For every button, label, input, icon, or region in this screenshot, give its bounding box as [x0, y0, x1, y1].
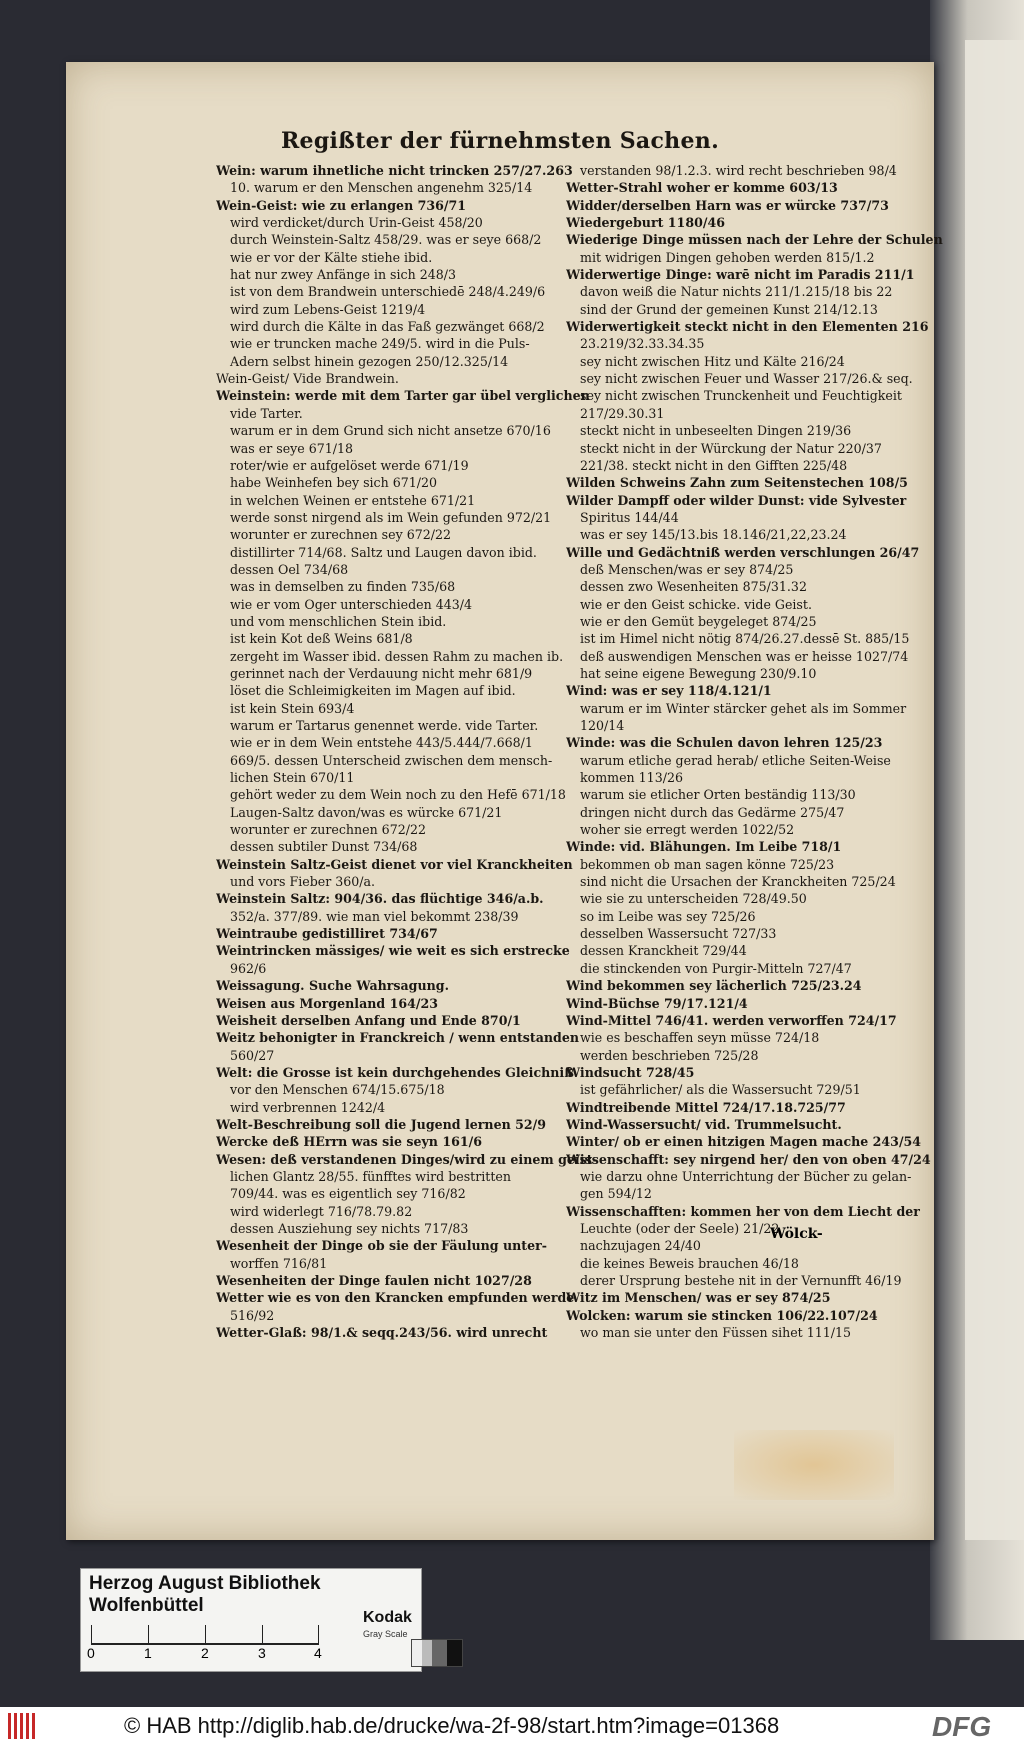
index-entry: steckt nicht in unbeseelten Dingen 219/36: [580, 423, 852, 439]
index-entry: lichen Stein 670/11: [230, 770, 355, 786]
index-entry: sey nicht zwischen Trunckenheit und Feuchtigkeit: [580, 388, 902, 404]
index-entry: werden beschrieben 725/28: [580, 1047, 759, 1063]
gray-scale-chip: [411, 1639, 463, 1667]
index-entry: sind nicht die Ursachen der Kranckheiten 725/24: [580, 874, 896, 890]
index-entry: Adern selbst hinein gezogen 250/12.325/14: [230, 353, 509, 369]
index-entry: warum er Tartarus genennet werde. vide Tarter.: [230, 718, 539, 733]
index-entry: wird zum Lebens-Geist 1219/4: [230, 301, 426, 317]
index-entry: habe Weinhefen bey sich 671/20: [230, 475, 438, 491]
index-entry: ist kein Stein 693/4: [230, 700, 355, 716]
index-entry: 669/5. dessen Unterscheid zwischen dem mensch-: [230, 752, 553, 768]
index-entry: Wind-Büchse 79/17.121/4: [566, 995, 748, 1011]
page-header: Regißter der fürnehmsten Sachen.: [280, 128, 720, 154]
ruler-number: 4: [314, 1645, 322, 1661]
index-entry: deß auswendigen Menschen was er heisse 1027/74: [580, 648, 909, 664]
index-entry: Widerwertige Dinge: warē nicht im Paradis 211/1: [566, 267, 915, 283]
index-entry: gen 594/12: [580, 1186, 652, 1202]
index-entry: roter/wie er aufgelöset werde 671/19: [230, 457, 469, 473]
index-entry: Weinstein Saltz: 904/36. das flüchtige 346/a.b.: [216, 891, 544, 907]
index-entry: wie er den Geist schicke. vide Geist.: [580, 596, 812, 612]
index-entry: warum sie etlicher Orten beständig 113/30: [580, 787, 856, 803]
index-entry: sey nicht zwischen Feuer und Wasser 217/26.& seq.: [580, 371, 913, 387]
index-entry: Wilden Schweins Zahn zum Seitenstechen 108/5: [566, 475, 908, 491]
index-entry: Winde: vid. Blähungen. Im Leibe 718/1: [566, 839, 842, 855]
index-entry: 709/44. was es eigentlich sey 716/82: [230, 1186, 466, 1202]
index-entry: durch Weinstein-Saltz 458/29. was er seye 668/2: [230, 232, 542, 248]
ruler-number: 1: [144, 1645, 152, 1661]
index-entry: lichen Glantz 28/55. fünfftes wird bestritten: [230, 1168, 511, 1184]
library-name: Herzog August Bibliothek Wolfenbüttel: [89, 1573, 321, 1616]
index-entry: Weinstein Saltz-Geist dienet vor viel Kranckheiten: [216, 856, 573, 872]
index-entry: verstanden 98/1.2.3. wird recht beschrieben 98/4: [580, 163, 897, 178]
index-entry: Weisheit derselben Anfang und Ende 870/1: [216, 1012, 521, 1028]
index-entry: steckt nicht in der Würckung der Natur 220/37: [580, 440, 882, 456]
index-entry: Witz im Menschen/ was er sey 874/25: [566, 1290, 831, 1306]
index-entry: hat seine eigene Bewegung 230/9.10: [580, 665, 817, 681]
index-entry: dessen Ausziehung sey nichts 717/83: [230, 1220, 469, 1236]
index-entry: worunter er zurechnen sey 672/22: [230, 527, 452, 543]
index-entry: 120/14: [580, 718, 625, 733]
grayscale-label: Gray Scale: [363, 1629, 408, 1639]
index-entry: Laugen-Saltz davon/was es würcke 671/21: [230, 804, 503, 820]
index-column-left: [216, 162, 616, 1341]
index-entry: Wesenheiten der Dinge faulen nicht 1027/28: [216, 1273, 532, 1288]
adjacent-page: [965, 40, 1024, 1540]
index-entry: wie er vom Oger unterschieden 443/4: [230, 596, 473, 612]
index-entry: 10. warum er den Menschen angenehm 325/14: [230, 180, 533, 196]
index-entry: Weinstein: werde mit dem Tarter gar übel verglichen: [216, 388, 590, 404]
index-entry: wird verdicket/durch Urin-Geist 458/20: [230, 215, 483, 231]
index-entry: mit widrigen Dingen gehoben werden 815/1.2: [580, 249, 875, 265]
ruler-number: 0: [87, 1645, 95, 1661]
index-entry: warum er im Winter stärcker gehet als im Sommer: [580, 700, 907, 716]
index-entry: löset die Schleimigkeiten im Magen auf ibid.: [230, 683, 516, 699]
index-entry: werde sonst nirgend als im Wein gefunden 972/21: [230, 509, 552, 525]
index-entry: ist im Himel nicht nötig 874/26.27.dessē St. 885/15: [580, 631, 910, 647]
index-entry: sind der Grund der gemeinen Kunst 214/12.13: [580, 301, 878, 317]
index-entry: Wind: was er sey 118/4.121/1: [566, 683, 772, 699]
index-entry: wird widerlegt 716/78.79.82: [230, 1203, 413, 1219]
index-entry: Wissenschafften: kommen her von dem Liecht der: [566, 1203, 920, 1219]
index-entry: Wein-Geist/ Vide Brandwein.: [216, 371, 399, 387]
index-entry: worffen 716/81: [230, 1255, 328, 1271]
index-entry: dessen Kranckheit 729/44: [580, 943, 747, 959]
index-entry: Wissenschafft: sey nirgend her/ den von oben 47/24: [566, 1151, 931, 1167]
index-entry: Weissagung. Suche Wahrsagung.: [216, 978, 449, 994]
index-entry: ist kein Kot deß Weins 681/8: [230, 631, 413, 647]
index-entry: was er sey 145/13.bis 18.146/21,22,23.24: [580, 527, 847, 543]
index-entry: derer Ursprung bestehe nit in der Vernunfft 46/19: [580, 1273, 902, 1288]
index-entry: Windtreibende Mittel 724/17.18.725/77: [566, 1099, 846, 1115]
index-entry: warum etliche gerad herab/ etliche Seiten-Weise: [580, 752, 891, 768]
index-entry: davon weiß die Natur nichts 211/1.215/18 bis 22: [580, 284, 893, 300]
index-entry: Spiritus 144/44: [580, 509, 679, 525]
index-entry: wie sie zu unterscheiden 728/49.50: [580, 891, 807, 907]
paper-stain: [734, 1430, 894, 1500]
index-entry: ist gefährlicher/ als die Wassersucht 729/51: [580, 1082, 861, 1098]
index-entry: Widder/derselben Harn was er würcke 737/73: [566, 197, 889, 213]
index-entry: wie er in dem Wein entstehe 443/5.444/7.668/1: [230, 735, 533, 751]
index-entry: Wetter-Glaß: 98/1.& seqq.243/56. wird unrecht: [216, 1325, 548, 1341]
index-entry: Welt: die Grosse ist kein durchgehendes Gleichniß: [216, 1064, 574, 1080]
index-entry: Wille und Gedächtniß werden verschlungen 26/47: [566, 544, 920, 560]
index-entry: wird verbrennen 1242/4: [230, 1099, 386, 1115]
catchword: Wölck-: [770, 1226, 823, 1242]
index-entry: wie er den Gemüt beygeleget 874/25: [580, 613, 817, 629]
index-entry: gehört weder zu dem Wein noch zu den Hefē 671/18: [230, 787, 566, 803]
index-entry: zergeht im Wasser ibid. dessen Rahm zu machen ib.: [230, 648, 564, 664]
index-entry: Wesen: deß verstandenen Dinges/wird zu einem geist-: [216, 1151, 598, 1167]
index-entry: und vom menschlichen Stein ibid.: [230, 613, 447, 629]
index-entry: Wetter-Strahl woher er komme 603/13: [566, 180, 838, 196]
index-entry: die keines Beweis brauchen 46/18: [580, 1255, 799, 1271]
index-entry: Wilder Dampff oder wilder Dunst: vide Sylvester: [566, 492, 907, 508]
index-entry: die stinckenden von Purgir-Mitteln 727/47: [580, 960, 852, 976]
index-entry: was in demselben zu finden 735/68: [230, 579, 456, 595]
index-entry: wird durch die Kälte in das Faß gezwänget 668/2: [230, 319, 545, 335]
index-entry: 221/38. steckt nicht in den Gifften 225/48: [580, 457, 848, 473]
index-entry: in welchen Weinen er entstehe 671/21: [230, 492, 476, 508]
index-entry: 560/27: [230, 1047, 275, 1063]
index-entry: 516/92: [230, 1307, 275, 1323]
index-entry: Weintrincken mässiges/ wie weit es sich erstrecke: [216, 943, 570, 959]
index-entry: kommen 113/26: [580, 770, 683, 786]
index-entry: Wesenheit der Dinge ob sie der Fäulung unter-: [216, 1238, 548, 1254]
dfg-logo: DFG: [932, 1711, 992, 1742]
index-entry: Welt-Beschreibung soll die Jugend lernen 52/9: [216, 1116, 547, 1132]
index-entry: Wiederige Dinge müssen nach der Lehre der Schulen: [566, 232, 943, 248]
source-url-link[interactable]: © HAB http://diglib.hab.de/drucke/wa-2f-98/start.htm?image=01368: [124, 1713, 780, 1738]
index-entry: 217/29.30.31: [580, 405, 665, 421]
index-entry: dringen nicht durch das Gedärme 275/47: [580, 804, 845, 820]
index-entry: Wercke deß HErrn was sie seyn 161/6: [216, 1134, 482, 1150]
index-entry: wie es beschaffen seyn müsse 724/18: [580, 1030, 820, 1046]
index-entry: deß Menschen/was er sey 874/25: [580, 561, 794, 577]
index-entry: Weintraube gedistilliret 734/67: [216, 926, 438, 942]
index-entry: Wein-Geist: wie zu erlangen 736/71: [216, 197, 467, 213]
index-entry: hat nur zwey Anfänge in sich 248/3: [230, 267, 457, 283]
index-entry: vide Tarter.: [230, 405, 303, 421]
index-entry: Wiedergeburt 1180/46: [566, 215, 725, 231]
index-entry: warum er in dem Grund sich nicht ansetze 670/16: [230, 423, 551, 439]
index-entry: 23.219/32.33.34.35: [580, 336, 705, 352]
index-entry: Wolcken: warum sie stincken 106/22.107/24: [566, 1307, 878, 1323]
index-entry: Weitz behonigter in Franckreich / wenn entstanden: [216, 1030, 579, 1046]
index-entry: Leuchte (oder der Seele) 21/22: [580, 1220, 780, 1236]
index-entry: Wind-Wassersucht/ vid. Trummelsucht.: [566, 1116, 842, 1132]
index-entry: wie darzu ohne Unterrichtung der Bücher zu gelan-: [580, 1168, 912, 1184]
index-entry: sey nicht zwischen Hitz und Kälte 216/24: [580, 353, 845, 369]
index-entry: dessen zwo Wesenheiten 875/31.32: [580, 579, 807, 595]
index-entry: dessen Oel 734/68: [230, 561, 349, 577]
index-entry: distillirter 714/68. Saltz und Laugen davon ibid.: [230, 544, 537, 560]
index-entry: so im Leibe was sey 725/26: [580, 908, 756, 924]
index-entry: Wind-Mittel 746/41. werden verworffen 724/17: [566, 1012, 897, 1028]
index-entry: Winter/ ob er einen hitzigen Magen mache 243/54: [566, 1134, 922, 1150]
color-target-card: [80, 1568, 422, 1672]
hab-logo-icon: [8, 1713, 38, 1739]
index-entry: gerinnet nach der Verdauung nicht mehr 681/9: [230, 665, 533, 681]
index-column-right: [566, 162, 966, 1341]
kodak-label: Kodak: [363, 1609, 412, 1626]
ruler-number: 2: [201, 1645, 209, 1661]
index-entry: desselben Wassersucht 727/33: [580, 926, 777, 942]
index-entry: was er seye 671/18: [230, 440, 354, 456]
index-entry: wie er vor der Kälte stiehe ibid.: [230, 249, 433, 265]
index-entry: ist von dem Brandwein unterschiedē 248/4.249/6: [230, 284, 546, 300]
index-entry: wo man sie unter den Füssen sihet 111/15: [580, 1325, 852, 1341]
index-entry: dessen subtiler Dunst 734/68: [230, 839, 418, 855]
ruler-number: 3: [258, 1645, 266, 1661]
index-entry: Winde: was die Schulen davon lehren 125/23: [566, 735, 883, 751]
index-entry: bekommen ob man sagen könne 725/23: [580, 856, 835, 872]
index-entry: wie er truncken mache 249/5. wird in die Puls-: [230, 336, 530, 352]
index-entry: Wetter wie es von den Krancken empfunden werde: [216, 1290, 575, 1306]
index-entry: 962/6: [230, 960, 267, 976]
index-entry: vor den Menschen 674/15.675/18: [230, 1082, 445, 1098]
index-entry: 352/a. 377/89. wie man viel bekommt 238/39: [230, 908, 519, 924]
index-entry: und vors Fieber 360/a.: [230, 874, 376, 890]
index-entry: nachzujagen 24/40: [580, 1238, 701, 1254]
index-entry: Windsucht 728/45: [566, 1064, 695, 1080]
book-page: [66, 62, 943, 1540]
ruler-scale: [91, 1621, 319, 1645]
index-entry: worunter er zurechnen 672/22: [230, 822, 426, 838]
index-entry: Wind bekommen sey lächerlich 725/23.24: [566, 978, 862, 994]
index-entry: Widerwertigkeit steckt nicht in den Elementen 216: [566, 319, 929, 335]
footer-bar: [0, 1707, 1024, 1745]
index-entry: Weisen aus Morgenland 164/23: [216, 995, 439, 1011]
index-entry: woher sie erregt werden 1022/52: [580, 822, 795, 838]
index-entry: Wein: warum ihnetliche nicht trincken 257/27.263: [216, 163, 573, 178]
